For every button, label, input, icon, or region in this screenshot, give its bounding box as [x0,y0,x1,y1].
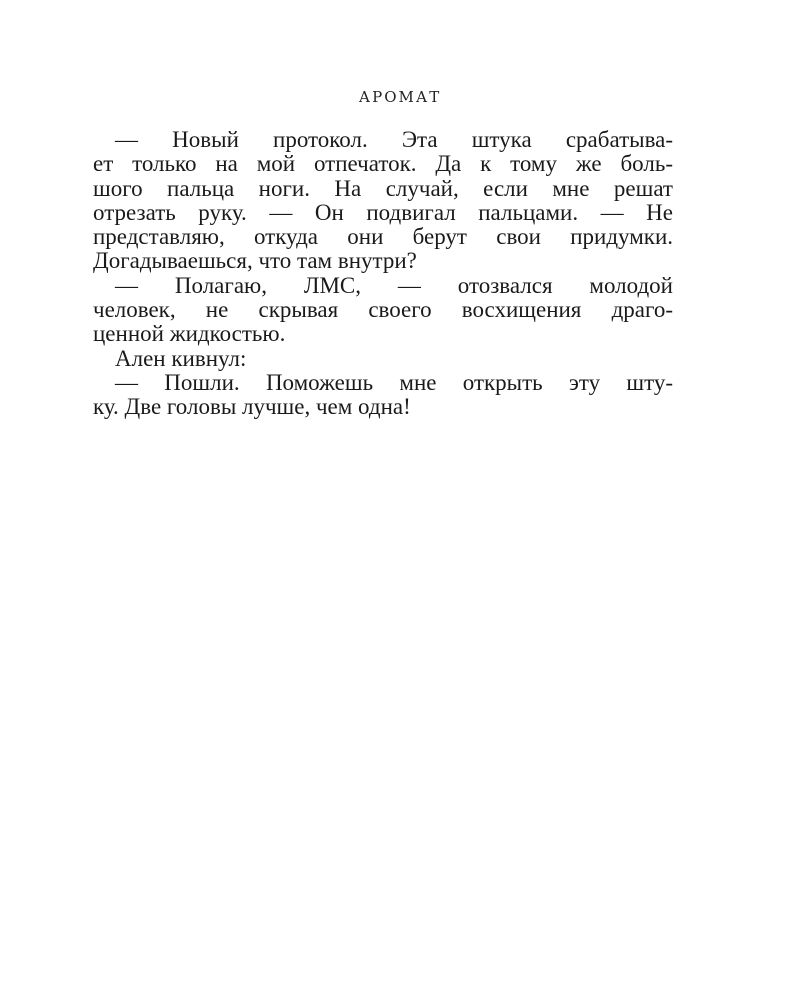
text-line: — Пошли. Поможешь мне открыть эту шту- [115,369,673,395]
text-line: человек, не скрывая своего восхищения драго- [93,297,673,323]
text-line: — Полагаю, ЛМС, — отозвался молодой [115,272,673,298]
text-line: — Новый протокол. Эта штука срабатыва- [115,127,673,152]
text-line: шого пальца ноги. На случай, если мне решат [93,175,673,201]
running-head: АРОМАТ [358,88,442,106]
text-line: отрезать руку. — Он подвигал пальцами. — Не [93,199,673,225]
text-line: Догадываешься, что там внутри? [93,248,417,274]
text-line: ку. Две головы лучше, чем одна! [93,394,411,420]
body-text [93,128,673,420]
text-line: ценной жидкостью. [93,321,286,347]
text-line: представляю, откуда они берут свои придумки. [93,224,673,250]
text-line: ет только на мой отпечаток. Да к тому же боль- [93,151,673,177]
text-line: Ален кивнул: [115,345,247,371]
